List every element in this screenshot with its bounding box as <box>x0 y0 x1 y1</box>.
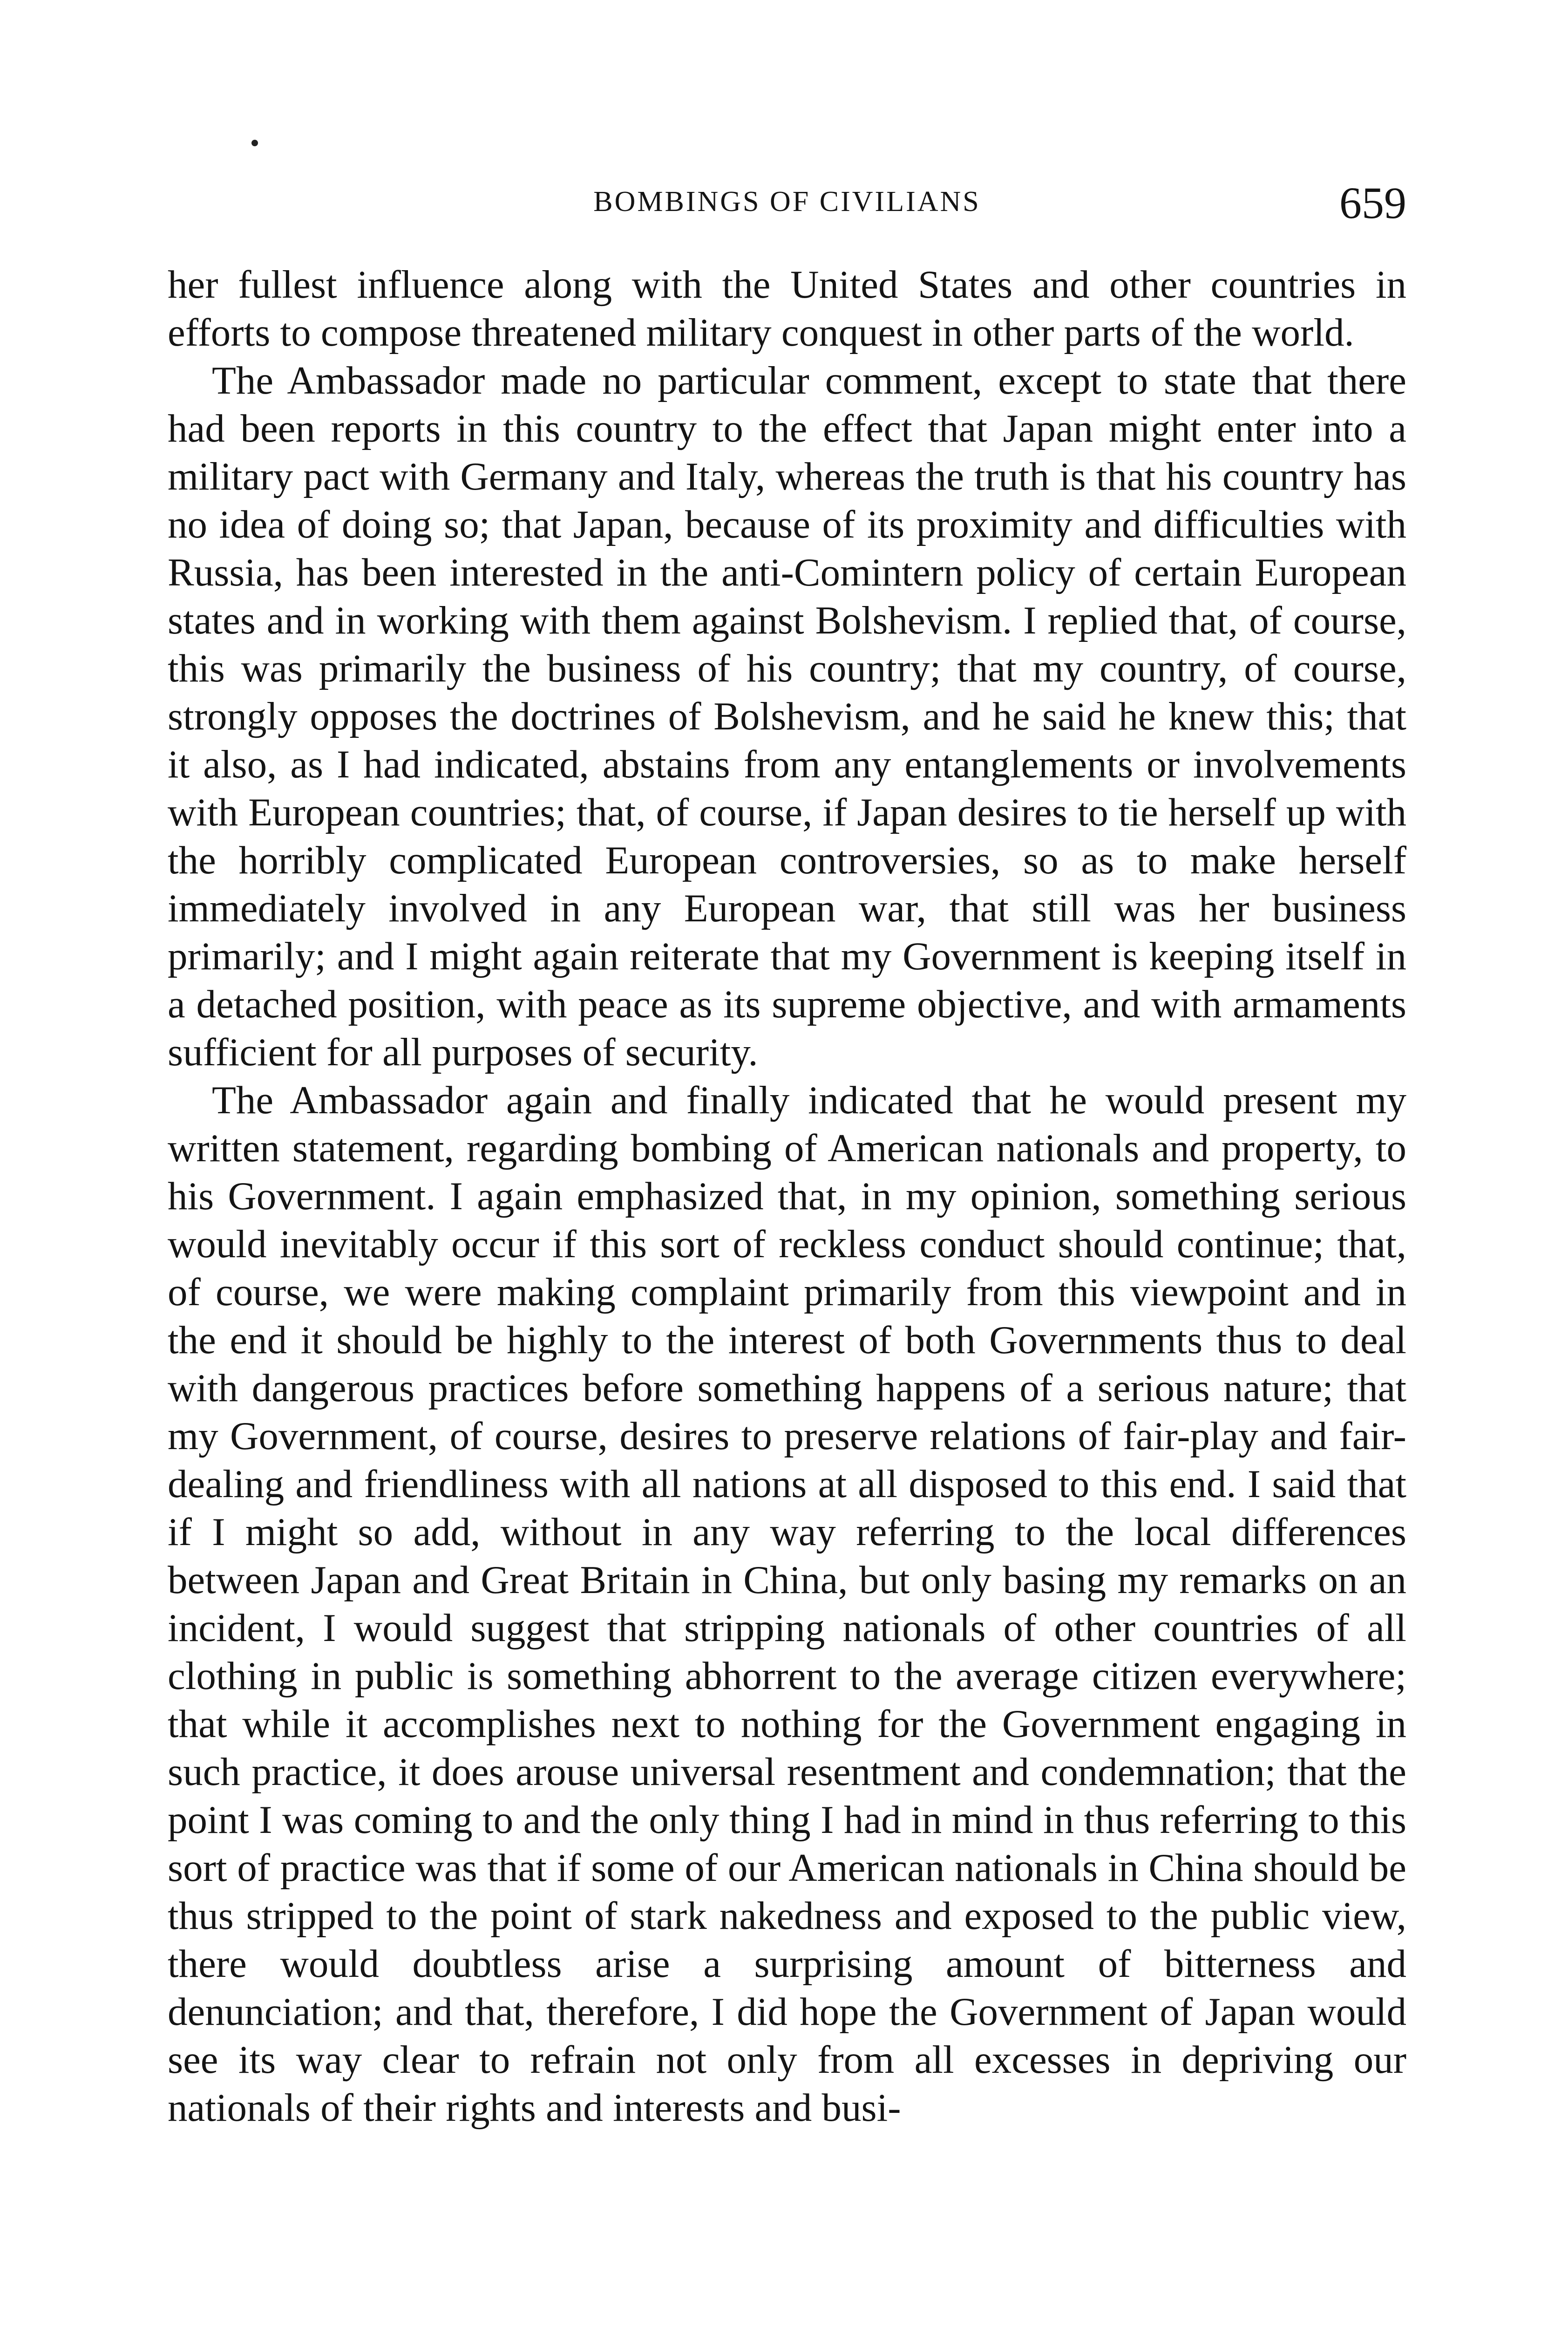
body-text <box>168 261 1406 2132</box>
paragraph-ambassador-comment: The Ambassador made no particular comment, except to state that there had been reports in this country to the effect that Japan might enter into a military pact with Germany and Italy, whereas the truth is that his country has no idea of doing so; that Japan, because of its proximity and difficulties with Russia, has been interested in the anti-Comintern policy of certain European states and in working with them against Bolshevism. I replied that, of course, this was primarily the business of his country; that my country, of course, strongly opposes the doctrines of Bolshevism, and he said he knew this; that it also, as I had indicated, abstains from any entanglements or involvements with European countries; that, of course, if Japan desires to tie herself up with the horribly complicated European controversies, so as to make herself immediately involved in any European war, that still was her business primarily; and I might again reiterate that my Government is keeping itself in a detached position, with peace as its supreme objective, and with armaments sufficient for all purposes of security. <box>168 359 1406 1074</box>
ink-dot <box>251 140 258 146</box>
paragraph-continuation: her fullest influence along with the United States and other countries in efforts to compose threatened military conquest in other parts of the world. <box>168 263 1406 354</box>
running-head: BOMBINGS OF CIVILIANS <box>593 186 981 218</box>
page-number: 659 <box>1339 178 1406 228</box>
paragraph-ambassador-statement: The Ambassador again and finally indicated that he would present my written statement, regarding bombing of American nationals and property, to his Government. I again emphasized that, in my opinion, something serious would inevitably occur if this sort of reckless conduct should continue; that, of course, we were making complaint primarily from this viewpoint and in the end it should be highly to the interest of both Governments thus to deal with dangerous practices before something happens of a serious nature; that my Government, of course, desires to preserve relations of fair-play and fair-dealing and friendliness with all nations at all disposed to this end. I said that if I might so add, without in any way referring to the local differences between Japan and Great Britain in China, but only basing my remarks on an incident, I would suggest that stripping nationals of other countries of all clothing in public is something abhorrent to the average citizen everywhere; that while it accomplishes next to nothing for the Government engaging in such practice, it does arouse universal resentment and condemnation; that the point I was coming to and the only thing I had in mind in thus referring to this sort of practice was that if some of our American nationals in China should be thus stripped to the point of stark nakedness and exposed to the public view, there would doubtless arise a surprising amount of bitterness and denunciation; and that, therefore, I did hope the Government of Japan would see its way clear to refrain not only from all excesses in depriving our nationals of their rights and interests and busi- <box>168 1078 1406 2130</box>
page-header <box>168 177 1406 233</box>
